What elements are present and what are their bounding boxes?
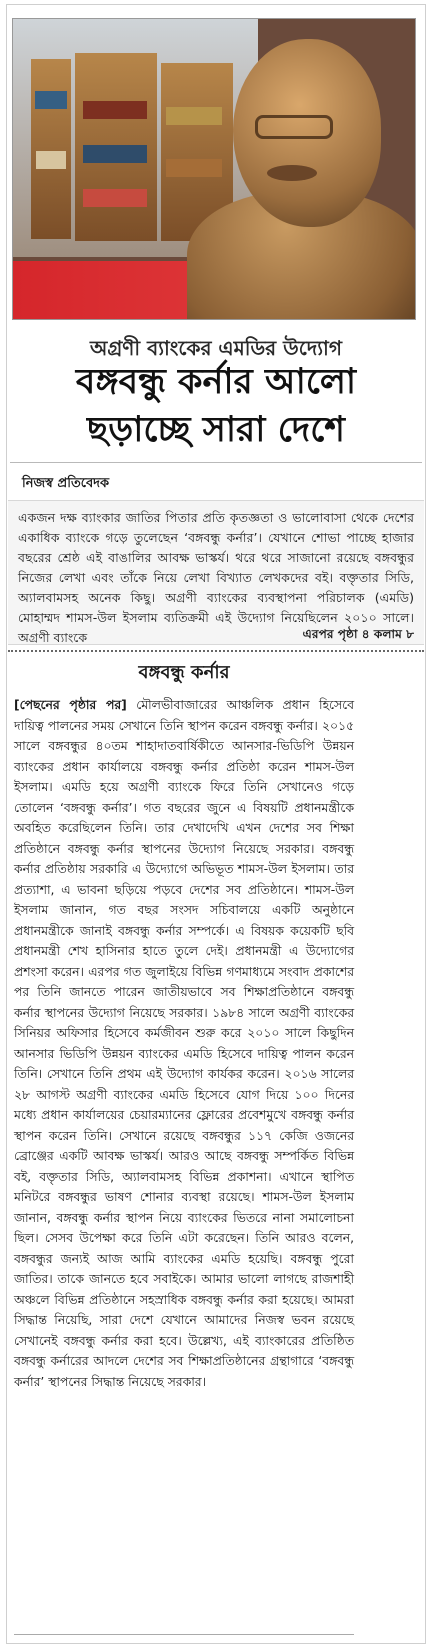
book-row bbox=[35, 91, 67, 109]
book-row bbox=[83, 101, 147, 119]
book-row bbox=[83, 145, 147, 163]
continuation-column bbox=[14, 656, 354, 1392]
book-row bbox=[36, 151, 66, 169]
mustache bbox=[267, 165, 317, 181]
headline-rule bbox=[10, 462, 422, 463]
column-bottom-rule bbox=[14, 1634, 354, 1635]
book-row bbox=[166, 107, 222, 125]
headline-line-2: ছড়াচ্ছে সারা দেশে bbox=[87, 410, 345, 450]
shelf-column-left bbox=[31, 59, 71, 239]
headline-line-1: বঙ্গবন্ধু কর্নার আলো bbox=[75, 362, 357, 402]
reporter-byline: নিজস্ব প্রতিবেদক bbox=[22, 476, 110, 491]
book-row bbox=[83, 189, 147, 207]
kicker: অগ্রণী ব্যাংকের এমডির উদ্যোগ bbox=[90, 336, 342, 360]
continuation-tag: [পেছনের পৃষ্ঠার পর] bbox=[14, 698, 127, 712]
book-row bbox=[166, 159, 222, 177]
jump-reference: এরপর পৃষ্ঠা ৪ কলাম ৮ bbox=[302, 627, 414, 641]
glasses-icon bbox=[255, 115, 333, 139]
bust-library-photo bbox=[12, 18, 416, 320]
continuation-title: বঙ্গবন্ধু কর্নার bbox=[138, 662, 230, 683]
lead-paragraph: একজন দক্ষ ব্যাংকার জাতির পিতার প্রতি কৃতজ্ঞতা ও ভালোবাসা থেকে দেশের একাধিক ব্যাংকে গড়ে তুলেছেন ‘বঙ্গবন্ধু কর্নার’। যেখানে শোভা পাচ্ছে হাজার বছরের শ্রেষ্ঠ এই বাঙালির আবক্ষ ভাস্কর্য। থরে থরে সাজানো রয়েছে বঙ্গবন্ধুর নিজের লেখা এবং তাঁকে নিয়ে লেখা বিখ্যাত লেখকদের বই। বক্তৃতার সিডি, অ্যালবামসহ অনেক কিছু। অগ্রণী ব্যাংকের ব্যবস্থাপনা পরিচালক (এমডি) মোহাম্মদ শামস-উল ইসলাম ব্যতিক্রমী এই উদ্যোগ নিয়েছিলেন ২০১০ সালে। অগ্রণী ব্যাংকে bbox=[18, 510, 414, 645]
continuation-text: মৌলভীবাজারের আঞ্চলিক প্রধান হিসেবে দায়িত্ব পালনের সময় সেখানে তিনি স্থাপন করেন বঙ্গবন্ধু কর্নার। ২০১৫ সালে বঙ্গবন্ধুর ৪০তম শাহাদাতবার্ষিকীতে আনসার-ভিডিপি উন্নয়ন ব্যাংকের প্রধান কার্যালয়ে বঙ্গবন্ধু কর্নার প্রতিষ্ঠা করেন শামস-উল ইসলাম। এমডি হয়ে অগ্রণী ব্যাংকে ফিরে তিনি সেখানেও গড়ে তোলেন ‘বঙ্গবন্ধু কর্নার’। গত বছরের জুনে এ বিষয়টি প্রধানমন্ত্রীকে অবহিত করেছিলেন তিনি। তার দেখাদেখি এখন দেশের সব শিক্ষা প্রতিষ্ঠানে বঙ্গবন্ধু কর্নার স্থাপনের উদ্যোগ নিয়েছে সরকার। বঙ্গবন্ধু কর্নার প্রতিষ্ঠায় সরকারি এ উদ্যোগে অভিভূত শামস-উল ইসলাম। তার প্রত্যাশা, এ ভাবনা ছড়িয়ে পড়বে দেশের সব প্রতিষ্ঠানে। শামস-উল ইসলাম জানান, গত বছর সংসদ সচিবালয়ে একটি অনুষ্ঠানে প্রধানমন্ত্রীকে জানাই বঙ্গবন্ধু কর্নার সম্পর্কে। এ বিষয়ক কয়েকটি ছবি প্রধানমন্ত্রী শেখ হাসিনার হাতে তুলে দেই। প্রধানমন্ত্রী এ উদ্যোগের প্রশংসা করেন। এরপর গত জুলাইয়ে বিভিন্ন গণমাধ্যমে সংবাদ প্রকাশের পর তিনি জানতে পারেন জাতীয়ভাবে সব শিক্ষাপ্রতিষ্ঠানে বঙ্গবন্ধু কর্নার স্থাপনের উদ্যোগ নিয়েছে সরকার। ১৯৮৪ সালে অগ্রণী ব্যাংকের সিনিয়র অফিসার হিসেবে কর্মজীবন শুরু করে ২০১০ সালে কিছুদিন আনসার ভিডিপি উন্নয়ন ব্যাংকের এমডি হিসেবে দায়িত্ব পালন করেন তিনি। সেখানে তিনি প্রথম এই উদ্যোগ কার্যকর করেন। ২০১৬ সালের ২৮ আগস্ট অগ্রণী ব্যাংকের এমডি হিসেবে যোগ দিয়ে ১০০ দিনের মধ্যে প্রধান কার্যালয়ের চেয়ারম্যানের ফ্লোরের প্রবেশমুখে বঙ্গবন্ধু কর্নার স্থাপন করেন তিনি। সেখানে রয়েছে বঙ্গবন্ধুর ১১৭ কেজি ওজনের ব্রোঞ্জের একটি আবক্ষ ভাস্কর্য। আরও আছে বঙ্গবন্ধু সম্পর্কিত বিভিন্ন বই, বক্তৃতার সিডি, অ্যালবামসহ বিভিন্ন প্রকাশনা। এখানে স্থাপিত মনিটরে বঙ্গবন্ধুর ভাষণ শোনার ব্যবস্থা রয়েছে। শামস-উল ইসলাম জানান, বঙ্গবন্ধু কর্নার স্থাপন নিয়ে ব্যাংকের ভিতরে নানা সমালোচনা ছিল। সেসব উপেক্ষা করে তিনি এটা করেছেন। তিনি আরও বলেন, বঙ্গবন্ধুর জন্যই আজ আমি ব্যাংকের এমডি হয়েছি। বঙ্গবন্ধু পুরো জাতির। তাকে জানতে হবে সবাইকে। আমার ভালো লাগছে রাজশাহী অঞ্চলে বিভিন্ন প্রতিষ্ঠানে সহস্রাধিক বঙ্গবন্ধু কর্নার করা হয়েছে। আমরা সিদ্ধান্ত নিয়েছি, সারা দেশে যেখানে আমাদের নিজস্ব ভবন রয়েছে সেখানেই বঙ্গবন্ধু কর্নার করা হবে। উল্লেখ্য, এই ব্যাংকারের প্রতিষ্ঠিত বঙ্গবন্ধু কর্নারের আদলে দেশের সব শিক্ষাপ্রতিষ্ঠানের গ্রন্থাগারে ‘বঙ্গবন্ধু কর্নার’ স্থাপনের সিদ্ধান্ত নিয়েছে সরকার। bbox=[14, 698, 354, 1389]
continuation-body bbox=[14, 695, 354, 1392]
dotted-separator bbox=[8, 650, 424, 652]
